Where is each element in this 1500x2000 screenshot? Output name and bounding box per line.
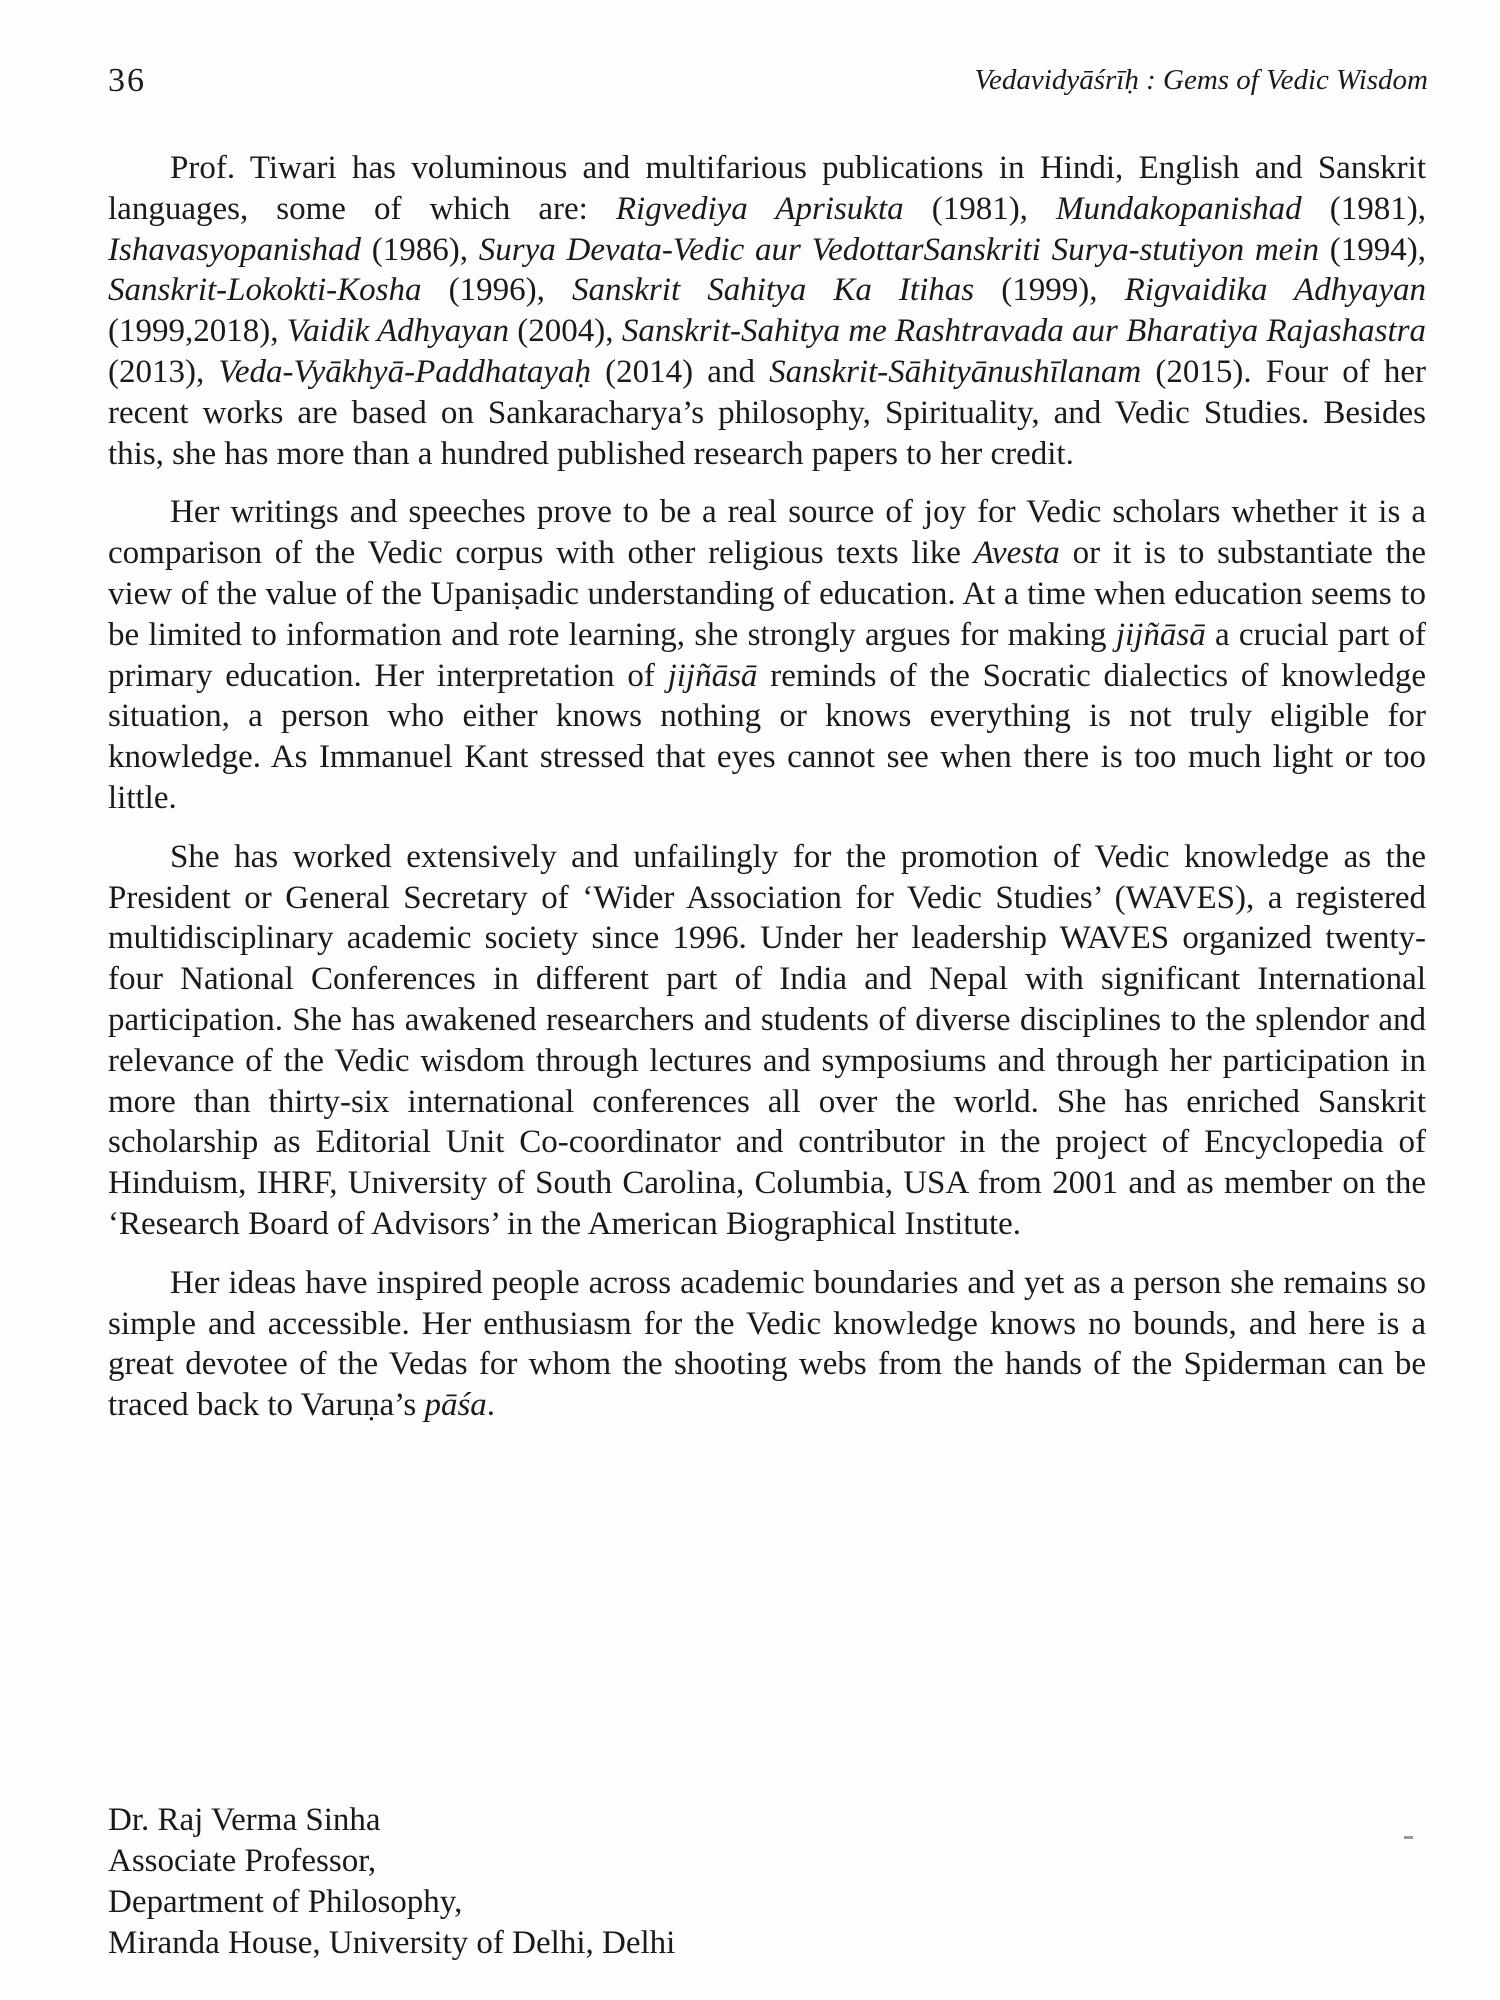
text-run: (1986), (360, 231, 479, 268)
text-run: (2015). Four of her recent works are based on Sankaracharya’s philosophy, Spirituality, and Vedic Studies. Besides this, she has more than a hundred published research papers to her credit. (108, 353, 1426, 472)
text-run: Her writings and speeches prove to be a real source of joy for Vedic scholars whether it is a comparison of the Vedic corpus with other religious texts like (108, 494, 1426, 572)
text-run: (1996), (421, 272, 572, 309)
italic-title: Sanskrit-Sāhityānushīlanam (769, 353, 1142, 390)
text-run: . (486, 1387, 496, 1424)
text-run: (1999,2018), (108, 313, 287, 350)
italic-title: jijñāsā (1115, 616, 1206, 653)
text-run: (2004), (508, 313, 622, 350)
italic-title: jijñāsā (667, 657, 758, 694)
text-run: Prof. Tiwari has voluminous and multifarious publications in Hindi, English and Sanskrit languages, some of which are: (108, 150, 1426, 227)
text-run: (1981), (1301, 190, 1426, 227)
text-run: a crucial part of primary education. Her interpretation of (108, 616, 1426, 694)
italic-title: Ishavasyopanishad (108, 231, 361, 268)
text-run: reminds of the Socratic dialectics of knowledge situation, a person who either knows nothing or knows everything is not truly eligible for knowledge. As Immanuel Kant stressed that eyes cannot see when there is too much light or too little. (108, 657, 1426, 816)
paragraph-ideas (108, 1263, 1426, 1426)
italic-title: Sanskrit-Sahitya me Rashtravada aur Bharatiya Rajashastra (621, 313, 1426, 350)
text-run: (2014) and (591, 353, 770, 390)
italic-title: Sanskrit-Lokokti-Kosha (108, 272, 422, 309)
text-run: (1999), (974, 272, 1125, 309)
paragraph-waves (108, 837, 1426, 1245)
body-text (108, 148, 1426, 1444)
text-run: (1981), (903, 190, 1057, 227)
text-run: Her ideas have inspired people across academic boundaries and yet as a person she remains so simple and accessible. Her enthusiasm for the Vedic knowledge knows no bounds, and here is a great devotee of the Vedas for whom the shooting webs from the hands of the Spiderman can be traced back to Varuṇa’s (108, 1264, 1426, 1424)
page-header (108, 62, 1428, 106)
italic-title: Rigvediya Aprisukta (615, 190, 904, 227)
italic-title: pāśa (424, 1387, 487, 1424)
scan-speck (1404, 1836, 1413, 1839)
italic-title: Vaidik Adhyayan (286, 313, 509, 350)
text-run: She has worked extensively and unfailingly for the promotion of Vedic knowledge as the President or General Secretary of ‘Wider Association for Vedic Studies’ (WAVES), a registered multidisciplinary academic society since 1996. Under her leadership WAVES organized twenty-four National Conferences in different part of India and Nepal with significant International participation. She has awakened researchers and students of diverse disciplines to the splendor and relevance of the Vedic wisdom through lectures and symposiums and through her participation in more than thirty-six international conferences all over the world. She has enriched Sanskrit scholarship as Editorial Unit Co-coordinator and contributor in the project of Encyclopedia of Hinduism, IHRF, University of South Carolina, Columbia, USA from 2001 and as member on the ‘Research Board of Advisors’ in the American Biographical Institute. (108, 838, 1426, 1242)
signature-department: Department of Philosophy, (108, 1884, 463, 1920)
italic-title: Veda-Vyākhyā-Paddhatayaḥ (218, 353, 592, 390)
italic-title: Sanskrit Sahitya Ka Itihas (571, 272, 975, 309)
italic-title: Mundakopanishad (1056, 190, 1302, 227)
signature-block (108, 1800, 675, 1964)
page-number: 36 (108, 62, 146, 99)
italic-title: Rigvaidika Adhyayan (1124, 272, 1426, 309)
signature-name: Dr. Raj Verma Sinha (108, 1802, 381, 1838)
signature-institution: Miranda House, University of Delhi, Delhi (108, 1925, 676, 1961)
paragraph-writings (108, 492, 1426, 818)
running-head: Vedavidyāśrīḥ : Gems of Vedic Wisdom (974, 64, 1428, 96)
text-run: or it is to substantiate the view of the value of the Upaniṣadic understanding of education. At a time when education seems to be limited to information and rote learning, she strongly argues for making (108, 535, 1426, 653)
text-run: (2013), (108, 353, 219, 390)
signature-title: Associate Professor, (108, 1843, 377, 1879)
paragraph-publications (108, 148, 1426, 474)
italic-title: Avesta (973, 535, 1060, 572)
italic-title: Surya Devata-Vedic aur VedottarSanskriti Surya-stutiyon mein (478, 231, 1319, 268)
text-run: (1994), (1318, 231, 1426, 268)
